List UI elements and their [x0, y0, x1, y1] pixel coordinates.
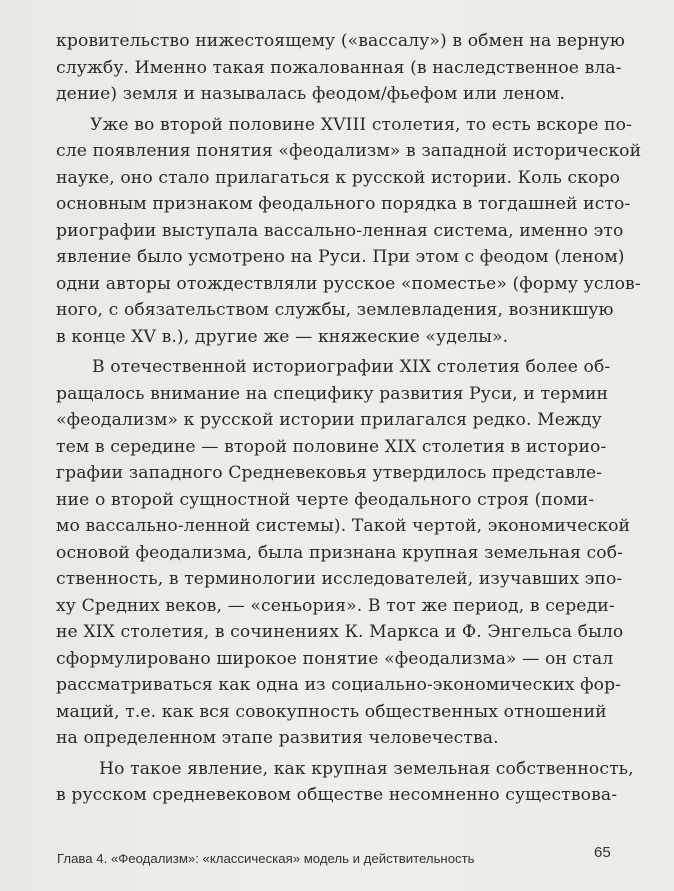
text-line: явление было усмотрено на Руси. При этом с феодом (леном) [56, 247, 625, 267]
text-line: графии западного Средневековья утвердилось представле- [56, 463, 603, 483]
text-line: одни авторы отождествляли русское «поместье» (форму услов- [56, 273, 641, 294]
text-line: ние о второй сущностной черте феодального строя (поми- [56, 489, 595, 510]
text-line: сле появления понятия «феодализм» в западной исторической [56, 141, 642, 161]
text-line: «феодализм» к русской истории прилагался редко. Между [56, 410, 602, 430]
text-line: Но такое явление, как крупная земельная собственность, [99, 758, 634, 779]
text-line: в конце XV в.), другие же — княжеские «уделы». [56, 326, 509, 347]
paragraph [56, 354, 631, 752]
text-line: маций, т.е. как вся совокупность общественных отношений [56, 701, 607, 722]
text-line: ственность, в терминологии исследователей, изучавших эпо- [56, 569, 623, 589]
page-number: 65 [594, 844, 611, 861]
text-line: науке, оно стало прилагаться к русской истории. Коль скоро [56, 167, 621, 188]
text-line: ращалось внимание на специфику развития Руси, и термин [56, 383, 609, 404]
text-line: службу. Именно такая пожалованная (в наследственное вла- [56, 57, 622, 78]
text-line: рассматриваться как одна из социально-экономических фор- [56, 675, 622, 695]
text-line: в русском средневековом обществе несомненно существова- [56, 785, 618, 805]
text-line: на определенном этапе развития человечества. [56, 728, 499, 748]
text-line: сформулировано широкое понятие «феодализма» — он стал [56, 648, 614, 669]
text-line: дение) земля и называлась феодом/фьефом или леном. [56, 84, 566, 104]
text-line: риографии выступала вассально-ленная система, именно это [56, 220, 624, 241]
running-footer-title: Глава 4. «Феодализм»: «классическая» модель и действительность [57, 851, 475, 866]
paragraph [56, 756, 634, 809]
text-line: тем в середине — второй половине XIX столетия в историо- [56, 436, 607, 457]
text-line: мо вассально-ленной системы). Такой чертой, экономической [56, 516, 631, 536]
text-line: основным признаком феодального порядка в тогдашней исто- [56, 194, 631, 214]
text-line: В отечественной историографии XIX столетия более об- [92, 357, 611, 377]
text-line: основой феодализма, была признана крупная земельная соб- [56, 542, 624, 563]
body-text [56, 28, 642, 809]
text-line: ху Средних веков, — «сеньория». В тот же период, в середи- [56, 595, 615, 616]
text-line: Уже во второй половине XVIII столетия, то есть вскоре по- [90, 114, 633, 135]
text-line: не XIX столетия, в сочинениях К. Маркса и Ф. Энгельса было [56, 622, 624, 642]
paragraph [56, 112, 642, 351]
paragraph [56, 28, 625, 108]
text-line: ного, с обязательством службы, землевладения, возникшую [56, 300, 614, 320]
text-line: кровительство нижестоящему («вассалу») в обмен на верную [56, 31, 625, 51]
